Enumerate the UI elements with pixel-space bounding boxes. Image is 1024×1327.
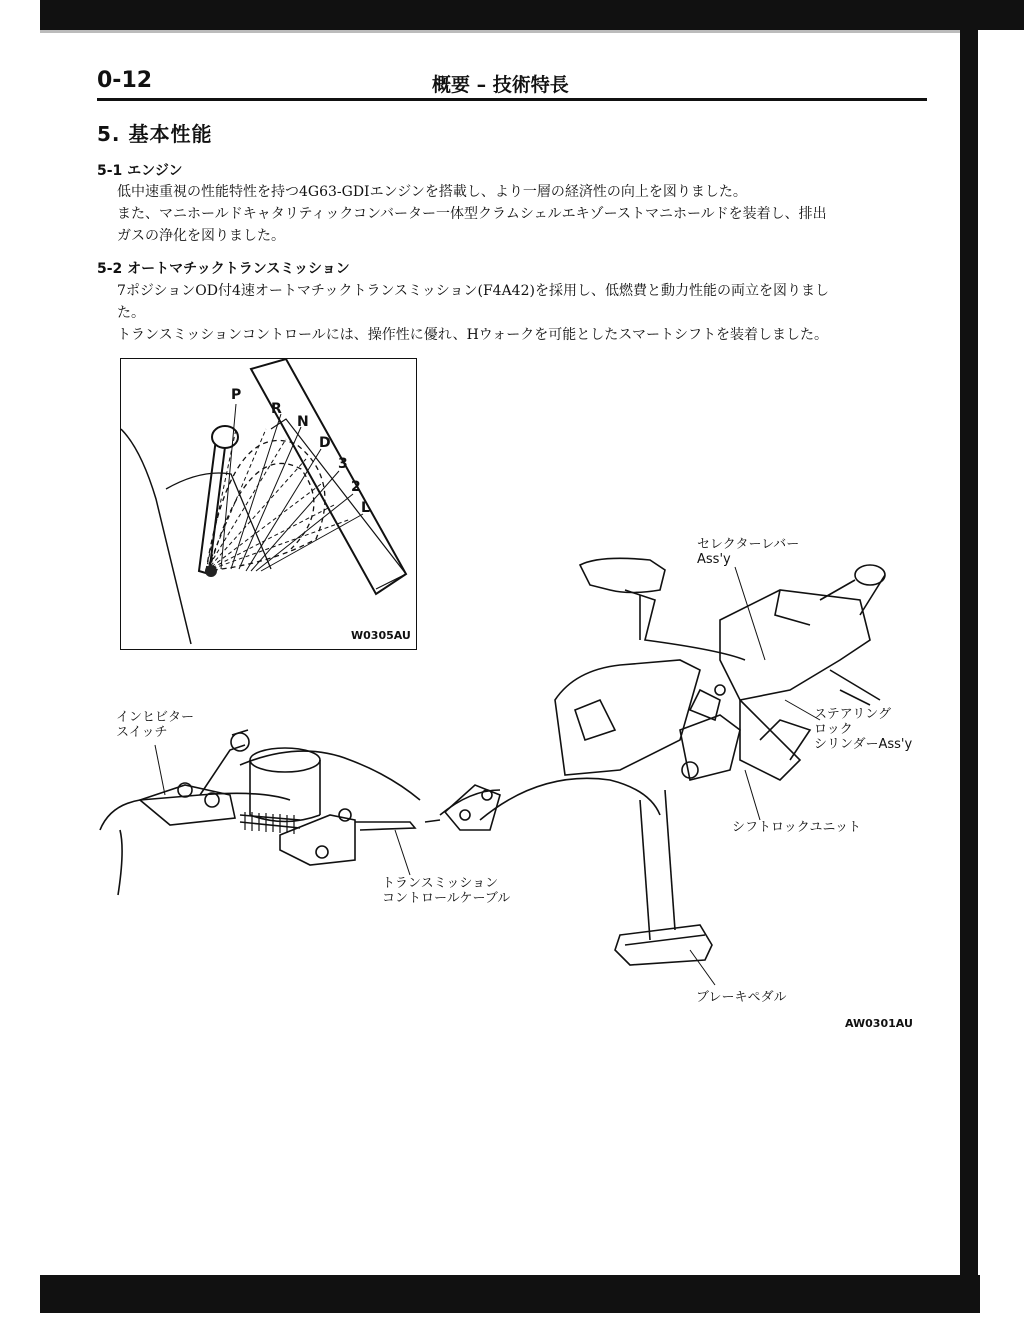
section-heading: 5. 基本性能: [97, 122, 213, 146]
transmission-paragraph-line1: 7ポジションOD付4速オートマチックトランスミッション(F4A42)を採用し、低燃費と動力性能の両立を図りまし: [117, 283, 829, 299]
position-label-2: 2: [351, 479, 361, 495]
figure2-code: AW0301AU: [845, 1017, 913, 1030]
scan-border-bottom: [40, 1275, 980, 1313]
engine-paragraph-line1: 低中速重視の性能特性を持つ4G63-GDIエンジンを搭載し、より一層の経済性の向上を図りました。: [117, 184, 747, 200]
label-transmission-control-cable: トランスミッション コントロールケーブル: [382, 876, 511, 906]
position-label-d: D: [319, 435, 331, 451]
position-label-p: P: [231, 387, 242, 403]
position-label-r: R: [271, 401, 282, 417]
position-label-l: L: [361, 500, 370, 516]
engine-heading: 5-1 エンジン: [97, 163, 183, 179]
label-inhibitor-switch: インヒビター スイッチ: [116, 710, 195, 740]
transmission-heading: 5-2 オートマチックトランスミッション: [97, 261, 350, 277]
label-brake-pedal: ブレーキペダル: [696, 990, 787, 1005]
transmission-paragraph-line3: トランスミッションコントロールには、操作性に優れ、Hウォークを可能としたスマートシフトを装着しました。: [117, 327, 828, 343]
engine-paragraph-line3: ガスの浄化を図りました。: [117, 228, 285, 244]
engine-paragraph-line2: また、マニホールドキャタリティックコンバーター一体型クラムシェルエキゾーストマニホールドを装着し、排出: [117, 206, 827, 222]
page-header-title: 概要 – 技術特長: [432, 74, 569, 96]
scan-border-top: [40, 0, 1024, 30]
scan-border-right: [960, 30, 978, 1292]
label-selector-lever: セレクターレバー Ass'y: [697, 537, 800, 567]
shift-pattern-figure: [120, 358, 417, 650]
label-steering-lock-cylinder: ステアリング ロック シリンダーAss'y: [814, 707, 913, 752]
header-rule: [97, 98, 927, 101]
scan-edge-line: [40, 30, 960, 33]
transmission-paragraph-line2: た。: [117, 305, 145, 321]
page-number: 0-12: [97, 68, 153, 93]
figure1-code: W0305AU: [351, 629, 411, 642]
label-shift-lock-unit: シフトロックユニット: [732, 820, 861, 835]
position-label-n: N: [297, 414, 309, 430]
shift-pattern-drawing: [121, 359, 416, 649]
position-label-3: 3: [338, 456, 348, 472]
